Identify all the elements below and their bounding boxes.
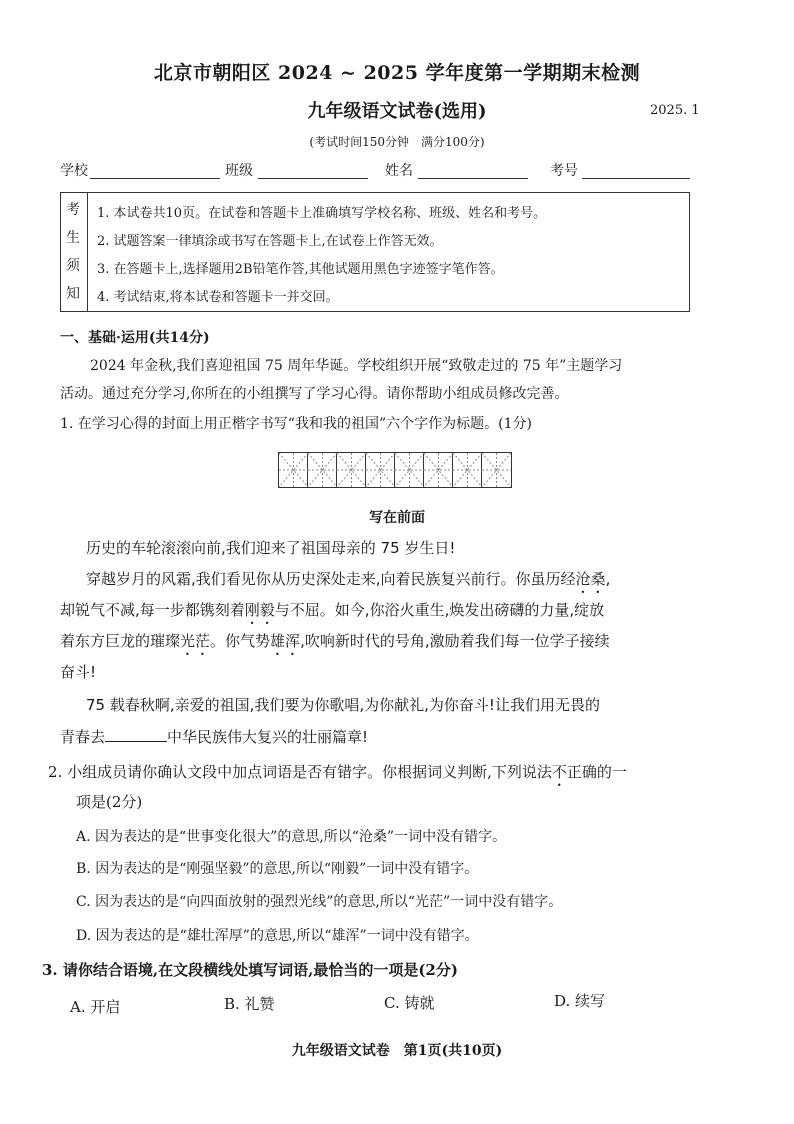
intro-line: 2024 年金秋,我们喜迎祖国 75 周年华诞。学校组织开展“致敬走过的 75 年”主题学习 bbox=[90, 358, 623, 374]
stem-text: 正确的一 bbox=[566, 763, 627, 781]
option-d[interactable]: D. 续写 bbox=[554, 992, 606, 1010]
option-a[interactable]: A. 开启 bbox=[70, 998, 121, 1016]
notice-side-char: 考 bbox=[66, 202, 80, 218]
exam-subtitle: 九年级语文试卷(选用) bbox=[307, 101, 487, 122]
exam-title: 北京市朝阳区 2024 ~ 2025 学年度第一学期期末检测 bbox=[153, 62, 641, 84]
passage-line bbox=[86, 568, 610, 597]
question-3-stem: 3. 请你结合语境,在文段横线处填写词语,最恰当的一项是(2分) bbox=[42, 961, 458, 979]
page-footer: 九年级语文试卷 第1页(共10页) bbox=[291, 1043, 503, 1059]
grid-cell[interactable] bbox=[337, 453, 366, 487]
passage-text: 却锐气不减,每一步都镌刻着 bbox=[60, 601, 245, 619]
student-info-row bbox=[60, 160, 690, 182]
class-field[interactable] bbox=[258, 178, 368, 179]
notice-item: 3. 在答题卡上,选择题用2B铅笔作答,其他试题用黑色字迹签字笔作答。 bbox=[97, 262, 504, 277]
intro-line: 活动。通过充分学习,你所在的小组撰写了学习心得。请你帮助小组成员修改完善。 bbox=[60, 386, 569, 402]
passage-text: ,吹响新时代的号角,激励着我们每一位学子接续 bbox=[300, 632, 610, 650]
option-a[interactable]: A. 因为表达的是“世事变化很大”的意思,所以“沧桑”一词中没有错字。 bbox=[76, 829, 507, 845]
school-field[interactable] bbox=[90, 178, 220, 179]
passage-line bbox=[60, 630, 610, 659]
option-c[interactable]: C. 因为表达的是“向四面放射的强烈光线”的意思,所以“光茫”一词中没有错字。 bbox=[76, 894, 563, 910]
section-heading: 一、基础·运用(共14分) bbox=[60, 330, 210, 346]
option-b[interactable]: B. 因为表达的是“刚强坚毅”的意思,所以“刚毅”一词中没有错字。 bbox=[76, 861, 479, 877]
grid-cell[interactable] bbox=[366, 453, 395, 487]
passage-line bbox=[60, 599, 604, 628]
question-2-stem-cont: 项是(2分) bbox=[76, 793, 143, 811]
name-field[interactable] bbox=[418, 178, 528, 179]
exam-date: 2025. 1 bbox=[650, 103, 700, 118]
number-label: 考号 bbox=[550, 163, 578, 179]
class-label: 班级 bbox=[225, 163, 253, 179]
dotted-word: 雄浑 bbox=[270, 632, 301, 650]
passage-line: 75 载春秋啊,亲爱的祖国,我们要为你歌唱,为你献礼,为你奋斗!让我们用无畏的 bbox=[86, 696, 600, 714]
passage-text: 着东方巨龙的璀璨 bbox=[60, 632, 181, 650]
dotted-word: 刚毅 bbox=[244, 601, 275, 619]
notice-side-label bbox=[61, 193, 88, 311]
grid-cell[interactable] bbox=[482, 453, 511, 487]
dotted-word: 沧桑 bbox=[575, 570, 606, 588]
notice-item: 1. 本试卷共10页。在试卷和答题卡上准确填写学校名称、班级、姓名和考号。 bbox=[97, 206, 547, 221]
name-label: 姓名 bbox=[385, 163, 413, 179]
passage-line: 奋斗! bbox=[60, 663, 97, 681]
fill-in-blank[interactable] bbox=[105, 727, 167, 742]
notice-side-char: 生 bbox=[66, 230, 80, 246]
passage-text: 青春去 bbox=[60, 728, 106, 746]
question-2-stem bbox=[48, 761, 627, 790]
emphasis-char: 不 bbox=[551, 763, 567, 781]
school-label: 学校 bbox=[60, 163, 88, 179]
passage-text: 穿越岁月的风霜,我们看见你从历史深处走来,向着民族复兴前行。你虽历经 bbox=[86, 570, 576, 588]
grid-cell[interactable] bbox=[308, 453, 337, 487]
notice-side-char: 知 bbox=[66, 286, 80, 302]
exam-notice-box bbox=[60, 192, 690, 312]
grid-cell[interactable] bbox=[395, 453, 424, 487]
number-field[interactable] bbox=[582, 178, 690, 179]
passage-text: 。你气势 bbox=[210, 632, 271, 650]
passage-text: 中华民族伟大复兴的壮丽篇章! bbox=[167, 728, 369, 746]
passage-text: , bbox=[605, 570, 611, 588]
notice-item: 2. 试题答案一律填涂或书写在答题卡上,在试卷上作答无效。 bbox=[97, 234, 443, 249]
passage-text: 与不屈。如今,你浴火重生,焕发出磅礴的力量,绽放 bbox=[274, 601, 605, 619]
grid-cell[interactable] bbox=[424, 453, 453, 487]
stem-text: 2. 小组成员请你确认文段中加点词语是否有错字。你根据词义判断,下列说法 bbox=[48, 763, 552, 781]
question-1: 1. 在学习心得的封面上用正楷字书写“我和我的祖国”六个字作为标题。(1分) bbox=[60, 416, 532, 432]
dotted-word: 光茫 bbox=[180, 632, 211, 650]
notice-item: 4. 考试结束,将本试卷和答题卡一并交回。 bbox=[97, 290, 339, 305]
passage-title: 写在前面 bbox=[369, 510, 425, 526]
passage-line bbox=[60, 726, 368, 747]
passage-line: 历史的车轮滚滚向前,我们迎来了祖国母亲的 75 岁生日! bbox=[86, 539, 456, 557]
grid-cell[interactable] bbox=[279, 453, 308, 487]
notice-side-char: 须 bbox=[66, 258, 80, 274]
writing-grid[interactable] bbox=[278, 452, 512, 488]
option-b[interactable]: B. 礼赞 bbox=[224, 995, 275, 1013]
option-c[interactable]: C. 铸就 bbox=[384, 994, 435, 1012]
exam-time-info: (考试时间150分钟 满分100分) bbox=[309, 135, 485, 149]
grid-cell[interactable] bbox=[453, 453, 482, 487]
option-d[interactable]: D. 因为表达的是“雄壮浑厚”的意思,所以“雄浑”一词中没有错字。 bbox=[76, 928, 479, 944]
